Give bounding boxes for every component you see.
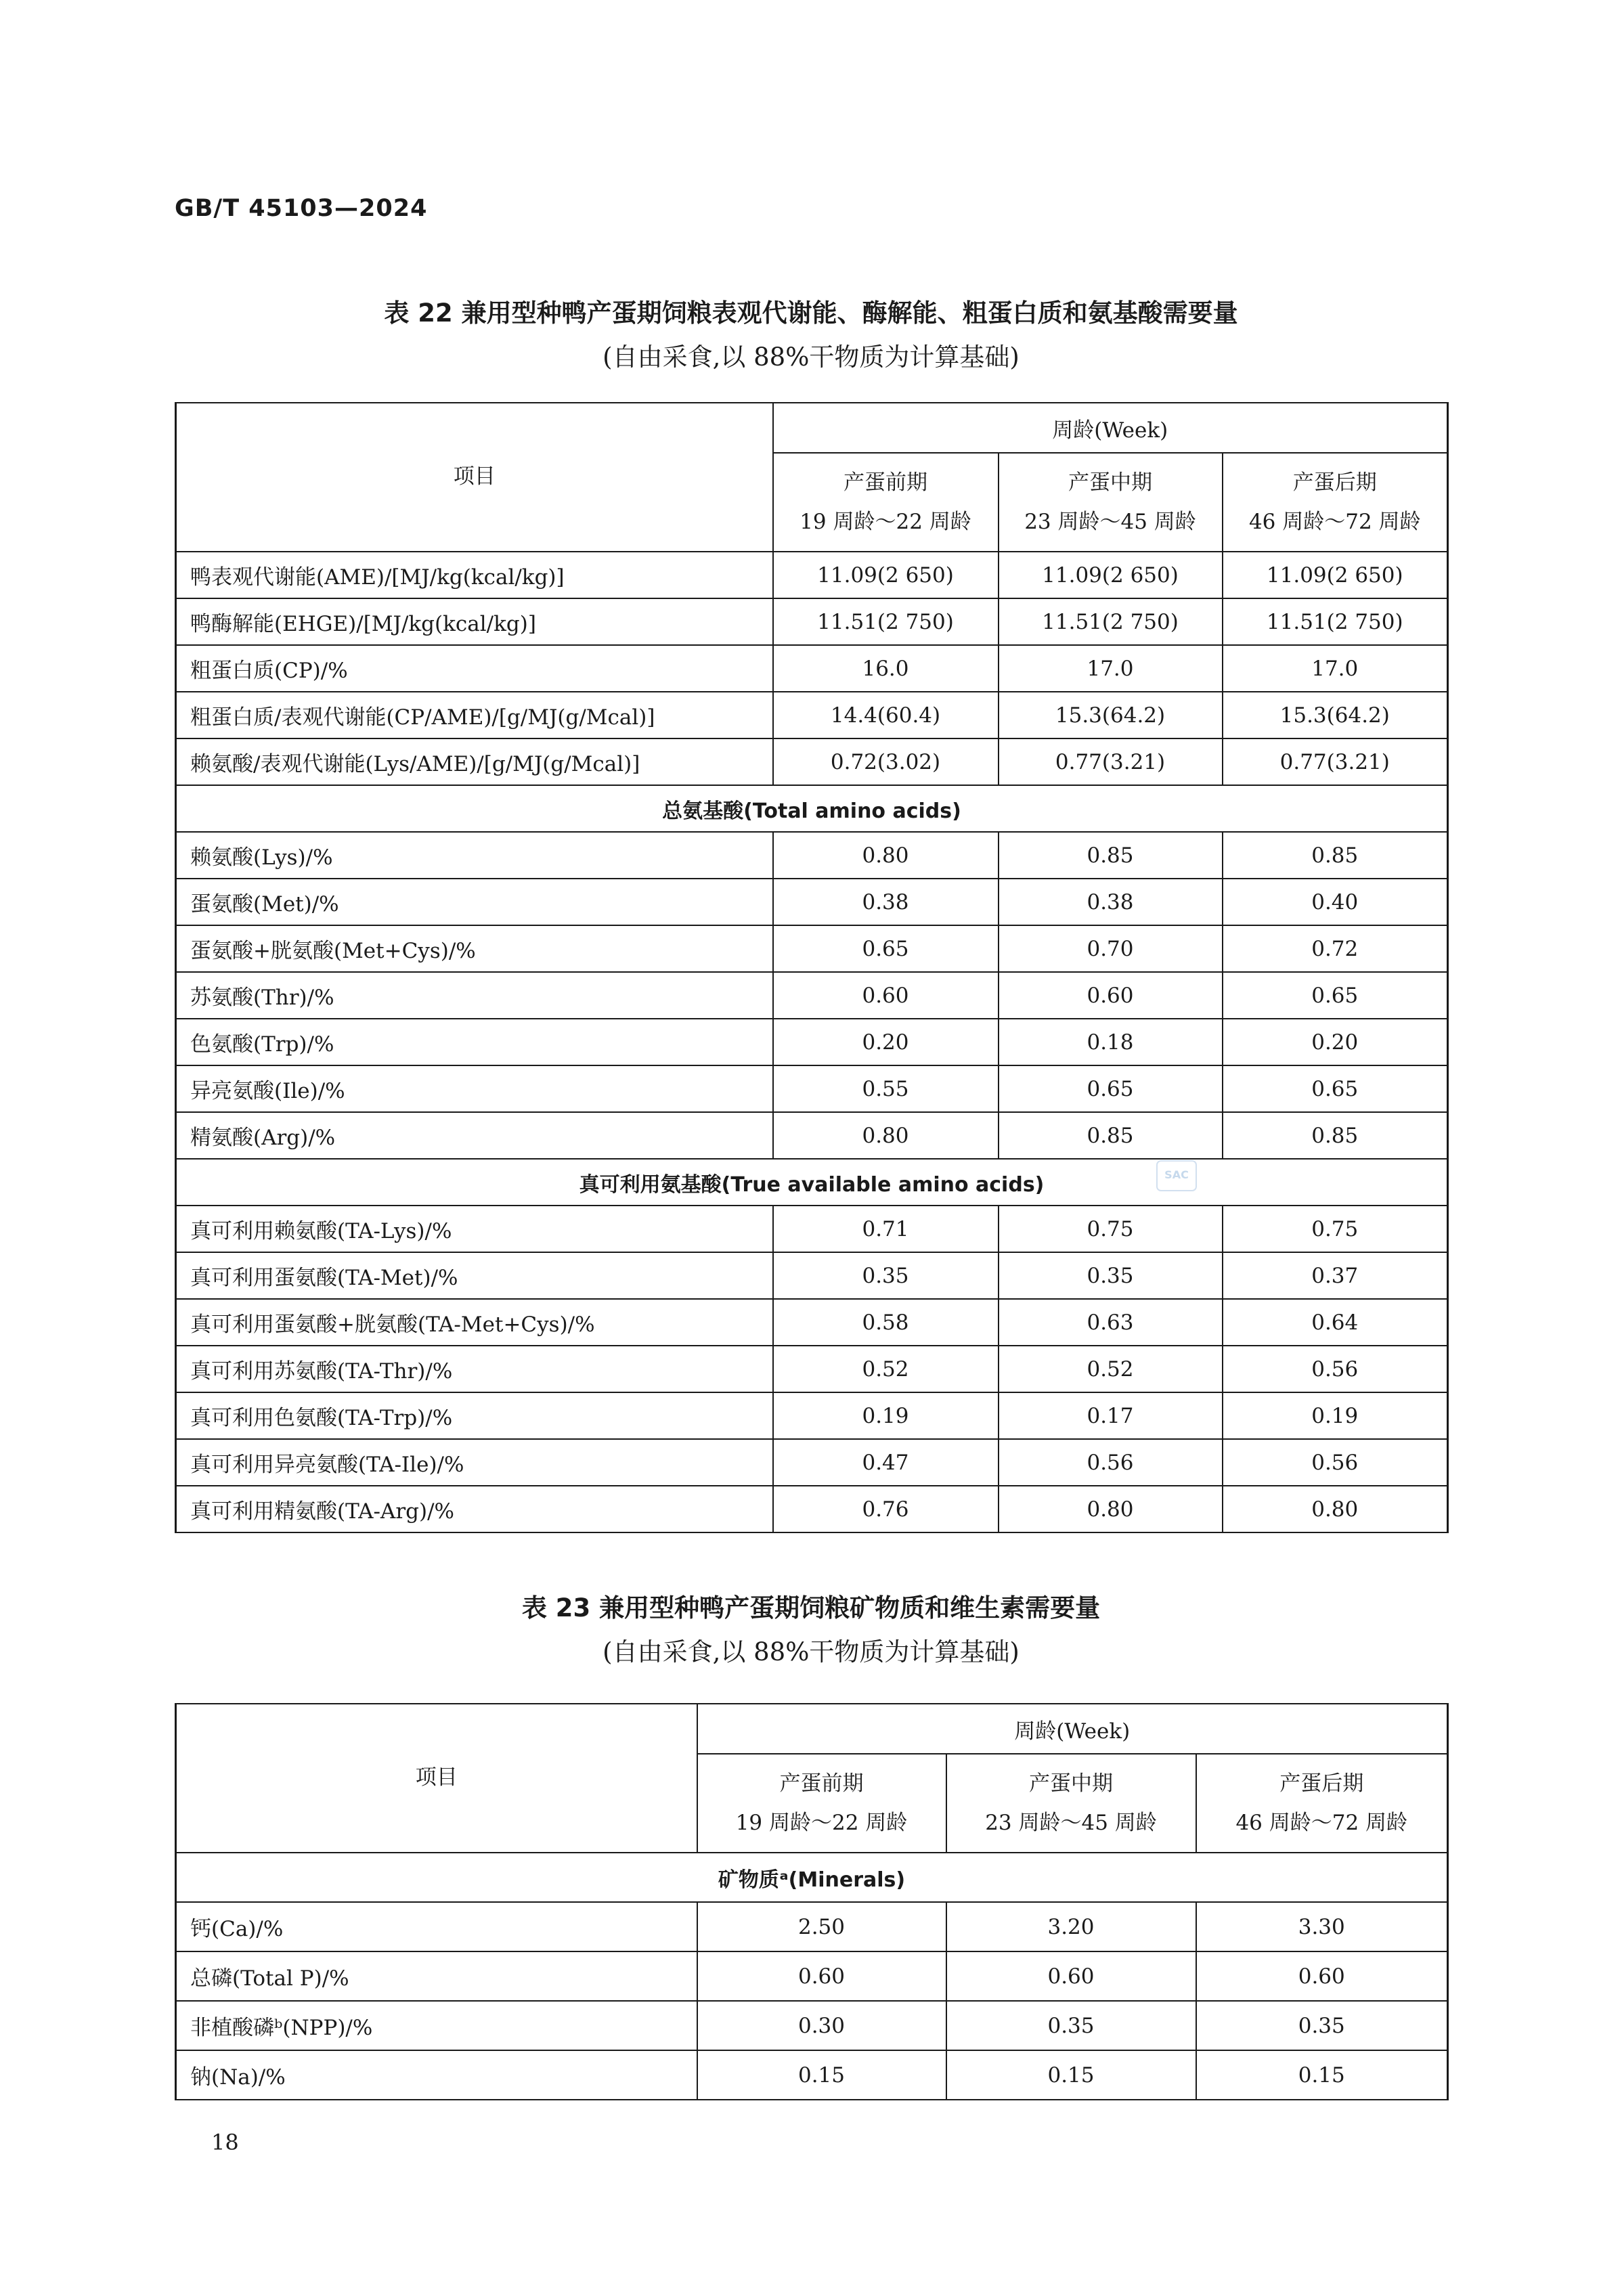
- phase-name: 产蛋中期: [1068, 470, 1152, 495]
- value-cell: 0.55: [773, 1065, 999, 1112]
- value-cell: 2.50: [697, 1902, 946, 1951]
- value-cell: 0.65: [1223, 972, 1448, 1019]
- table-row: [176, 1252, 1448, 1299]
- phase-range: 23 周龄～45 周龄: [985, 1811, 1157, 1835]
- phase-range: 46 周龄～72 周龄: [1235, 1811, 1408, 1835]
- value-cell: 0.80: [999, 1486, 1223, 1532]
- table-row: [176, 832, 1448, 879]
- value-cell: 0.56: [1223, 1439, 1448, 1486]
- value-cell: 11.51(2 750): [773, 598, 999, 645]
- item-header: 项目: [176, 403, 773, 552]
- table-row: [176, 645, 1448, 692]
- value-cell: 0.15: [1196, 2050, 1448, 2100]
- value-cell: 0.77(3.21): [1223, 738, 1448, 785]
- value-cell: 0.60: [1196, 1951, 1448, 2001]
- value-cell: 3.20: [946, 1902, 1196, 1951]
- table-row: [176, 1392, 1448, 1439]
- table-row: [176, 1439, 1448, 1486]
- value-cell: 0.63: [999, 1299, 1223, 1346]
- row-label: 鸭表观代谢能(AME)/[MJ/kg(kcal/kg)]: [176, 552, 773, 598]
- value-cell: 0.35: [946, 2001, 1196, 2050]
- table-row: [176, 1206, 1448, 1252]
- value-cell: 0.38: [773, 879, 999, 925]
- phase-range: 19 周龄～22 周龄: [799, 510, 971, 534]
- week-header: 周龄(Week): [697, 1704, 1448, 1754]
- table-row: [176, 972, 1448, 1019]
- value-cell: 0.35: [773, 1252, 999, 1299]
- value-cell: 17.0: [999, 645, 1223, 692]
- row-label: 蛋氨酸+胱氨酸(Met+Cys)/%: [176, 925, 773, 972]
- row-label: 钠(Na)/%: [176, 2050, 697, 2100]
- table-row: [176, 2001, 1448, 2050]
- value-cell: 0.75: [1223, 1206, 1448, 1252]
- table-23-subcaption: (自由采食,以 88%干物质为计算基础): [602, 1637, 1020, 1666]
- table-row: [176, 1065, 1448, 1112]
- value-cell: 11.09(2 650): [773, 552, 999, 598]
- value-cell: 0.52: [773, 1346, 999, 1392]
- table-row: [176, 2050, 1448, 2100]
- row-label: 蛋氨酸(Met)/%: [176, 879, 773, 925]
- table-row: [176, 925, 1448, 972]
- value-cell: 0.60: [773, 972, 999, 1019]
- row-label: 真可利用异亮氨酸(TA-Ile)/%: [176, 1439, 773, 1486]
- value-cell: 0.60: [946, 1951, 1196, 2001]
- value-cell: 0.77(3.21): [999, 738, 1223, 785]
- phase-name: 产蛋后期: [1279, 1771, 1364, 1796]
- row-label: 粗蛋白质/表观代谢能(CP/AME)/[g/MJ(g/Mcal)]: [176, 692, 773, 738]
- value-cell: 0.72: [1223, 925, 1448, 972]
- value-cell: 11.51(2 750): [1223, 598, 1448, 645]
- value-cell: 0.60: [999, 972, 1223, 1019]
- value-cell: 0.20: [773, 1019, 999, 1065]
- value-cell: 0.60: [697, 1951, 946, 2001]
- phase-header-mid: [999, 453, 1223, 552]
- value-cell: 0.75: [999, 1206, 1223, 1252]
- value-cell: 0.70: [999, 925, 1223, 972]
- value-cell: 11.51(2 750): [999, 598, 1223, 645]
- value-cell: 15.3(64.2): [999, 692, 1223, 738]
- value-cell: 0.85: [1223, 832, 1448, 879]
- value-cell: 0.65: [999, 1065, 1223, 1112]
- row-label: 色氨酸(Trp)/%: [176, 1019, 773, 1065]
- section-header: 矿物质ᵃ(Minerals): [176, 1853, 1448, 1902]
- document-code: GB/T 45103—2024: [175, 195, 428, 222]
- phase-range: 23 周龄～45 周龄: [1024, 510, 1196, 534]
- value-cell: 0.58: [773, 1299, 999, 1346]
- value-cell: 14.4(60.4): [773, 692, 999, 738]
- row-label: 真可利用蛋氨酸+胱氨酸(TA-Met+Cys)/%: [176, 1299, 773, 1346]
- row-label: 异亮氨酸(Ile)/%: [176, 1065, 773, 1112]
- table-row: [176, 598, 1448, 645]
- row-label: 赖氨酸/表观代谢能(Lys/AME)/[g/MJ(g/Mcal)]: [176, 738, 773, 785]
- value-cell: 0.38: [999, 879, 1223, 925]
- value-cell: 11.09(2 650): [1223, 552, 1448, 598]
- value-cell: 0.76: [773, 1486, 999, 1532]
- table-22-subcaption: (自由采食,以 88%干物质为计算基础): [602, 343, 1020, 372]
- row-label: 鸭酶解能(EHGE)/[MJ/kg(kcal/kg)]: [176, 598, 773, 645]
- phase-header-late: [1196, 1754, 1448, 1853]
- value-cell: 0.72(3.02): [773, 738, 999, 785]
- value-cell: 0.80: [773, 832, 999, 879]
- value-cell: 0.20: [1223, 1019, 1448, 1065]
- value-cell: 15.3(64.2): [1223, 692, 1448, 738]
- value-cell: 0.19: [1223, 1392, 1448, 1439]
- row-label: 真可利用色氨酸(TA-Trp)/%: [176, 1392, 773, 1439]
- value-cell: 0.52: [999, 1346, 1223, 1392]
- value-cell: 16.0: [773, 645, 999, 692]
- value-cell: 0.71: [773, 1206, 999, 1252]
- table-row: [176, 552, 1448, 598]
- row-label: 真可利用赖氨酸(TA-Lys)/%: [176, 1206, 773, 1252]
- table-row: [176, 738, 1448, 785]
- value-cell: 0.35: [1196, 2001, 1448, 2050]
- phase-name: 产蛋中期: [1029, 1771, 1113, 1796]
- phase-header-mid: [946, 1754, 1196, 1853]
- table-row: [176, 1346, 1448, 1392]
- value-cell: 0.40: [1223, 879, 1448, 925]
- table-22: [175, 402, 1449, 1533]
- value-cell: 0.56: [1223, 1346, 1448, 1392]
- table-23: [175, 1703, 1449, 2100]
- table-23-caption: 表 23 兼用型种鸭产蛋期饲粮矿物质和维生素需要量: [521, 1593, 1101, 1622]
- table-row: [176, 1112, 1448, 1159]
- value-cell: 0.85: [999, 1112, 1223, 1159]
- value-cell: 0.85: [999, 832, 1223, 879]
- value-cell: 0.19: [773, 1392, 999, 1439]
- phase-header-early: [697, 1754, 946, 1853]
- row-label: 非植酸磷ᵇ(NPP)/%: [176, 2001, 697, 2050]
- row-label: 真可利用蛋氨酸(TA-Met)/%: [176, 1252, 773, 1299]
- row-label: 真可利用苏氨酸(TA-Thr)/%: [176, 1346, 773, 1392]
- row-label: 真可利用精氨酸(TA-Arg)/%: [176, 1486, 773, 1532]
- row-label: 总磷(Total P)/%: [176, 1951, 697, 2001]
- value-cell: 0.15: [946, 2050, 1196, 2100]
- table-row: [176, 1019, 1448, 1065]
- value-cell: 0.17: [999, 1392, 1223, 1439]
- table-row: [176, 1486, 1448, 1532]
- value-cell: 17.0: [1223, 645, 1448, 692]
- table-row: [176, 879, 1448, 925]
- section-header: 真可利用氨基酸(True available amino acids): [176, 1159, 1448, 1206]
- value-cell: 0.47: [773, 1439, 999, 1486]
- value-cell: 11.09(2 650): [999, 552, 1223, 598]
- value-cell: 0.18: [999, 1019, 1223, 1065]
- row-label: 钙(Ca)/%: [176, 1902, 697, 1951]
- value-cell: 0.80: [1223, 1486, 1448, 1532]
- value-cell: 0.15: [697, 2050, 946, 2100]
- table-row: [176, 1299, 1448, 1346]
- item-header: 项目: [176, 1704, 697, 1853]
- row-label: 粗蛋白质(CP)/%: [176, 645, 773, 692]
- week-header: 周龄(Week): [773, 403, 1448, 453]
- table-22-caption: 表 22 兼用型种鸭产蛋期饲粮表观代谢能、酶解能、粗蛋白质和氨基酸需要量: [384, 299, 1238, 328]
- table-row: [176, 1902, 1448, 1951]
- value-cell: 0.30: [697, 2001, 946, 2050]
- phase-header-late: [1223, 453, 1448, 552]
- value-cell: 0.80: [773, 1112, 999, 1159]
- phase-header-early: [773, 453, 999, 552]
- section-header: 总氨基酸(Total amino acids): [176, 785, 1448, 832]
- phase-name: 产蛋前期: [843, 470, 927, 495]
- phase-name: 产蛋前期: [779, 1771, 864, 1796]
- value-cell: 0.56: [999, 1439, 1223, 1486]
- table-row: [176, 1951, 1448, 2001]
- phase-range: 19 周龄～22 周龄: [735, 1811, 908, 1835]
- value-cell: 0.65: [1223, 1065, 1448, 1112]
- row-label: 赖氨酸(Lys)/%: [176, 832, 773, 879]
- row-label: 精氨酸(Arg)/%: [176, 1112, 773, 1159]
- value-cell: 0.85: [1223, 1112, 1448, 1159]
- value-cell: 0.64: [1223, 1299, 1448, 1346]
- value-cell: 0.37: [1223, 1252, 1448, 1299]
- sac-watermark-logo: SAC: [1156, 1160, 1197, 1191]
- value-cell: 3.30: [1196, 1902, 1448, 1951]
- row-label: 苏氨酸(Thr)/%: [176, 972, 773, 1019]
- table-row: [176, 692, 1448, 738]
- value-cell: 0.65: [773, 925, 999, 972]
- page-number: 18: [211, 2129, 239, 2155]
- phase-name: 产蛋后期: [1292, 470, 1377, 495]
- value-cell: 0.35: [999, 1252, 1223, 1299]
- phase-range: 46 周龄～72 周龄: [1248, 510, 1421, 534]
